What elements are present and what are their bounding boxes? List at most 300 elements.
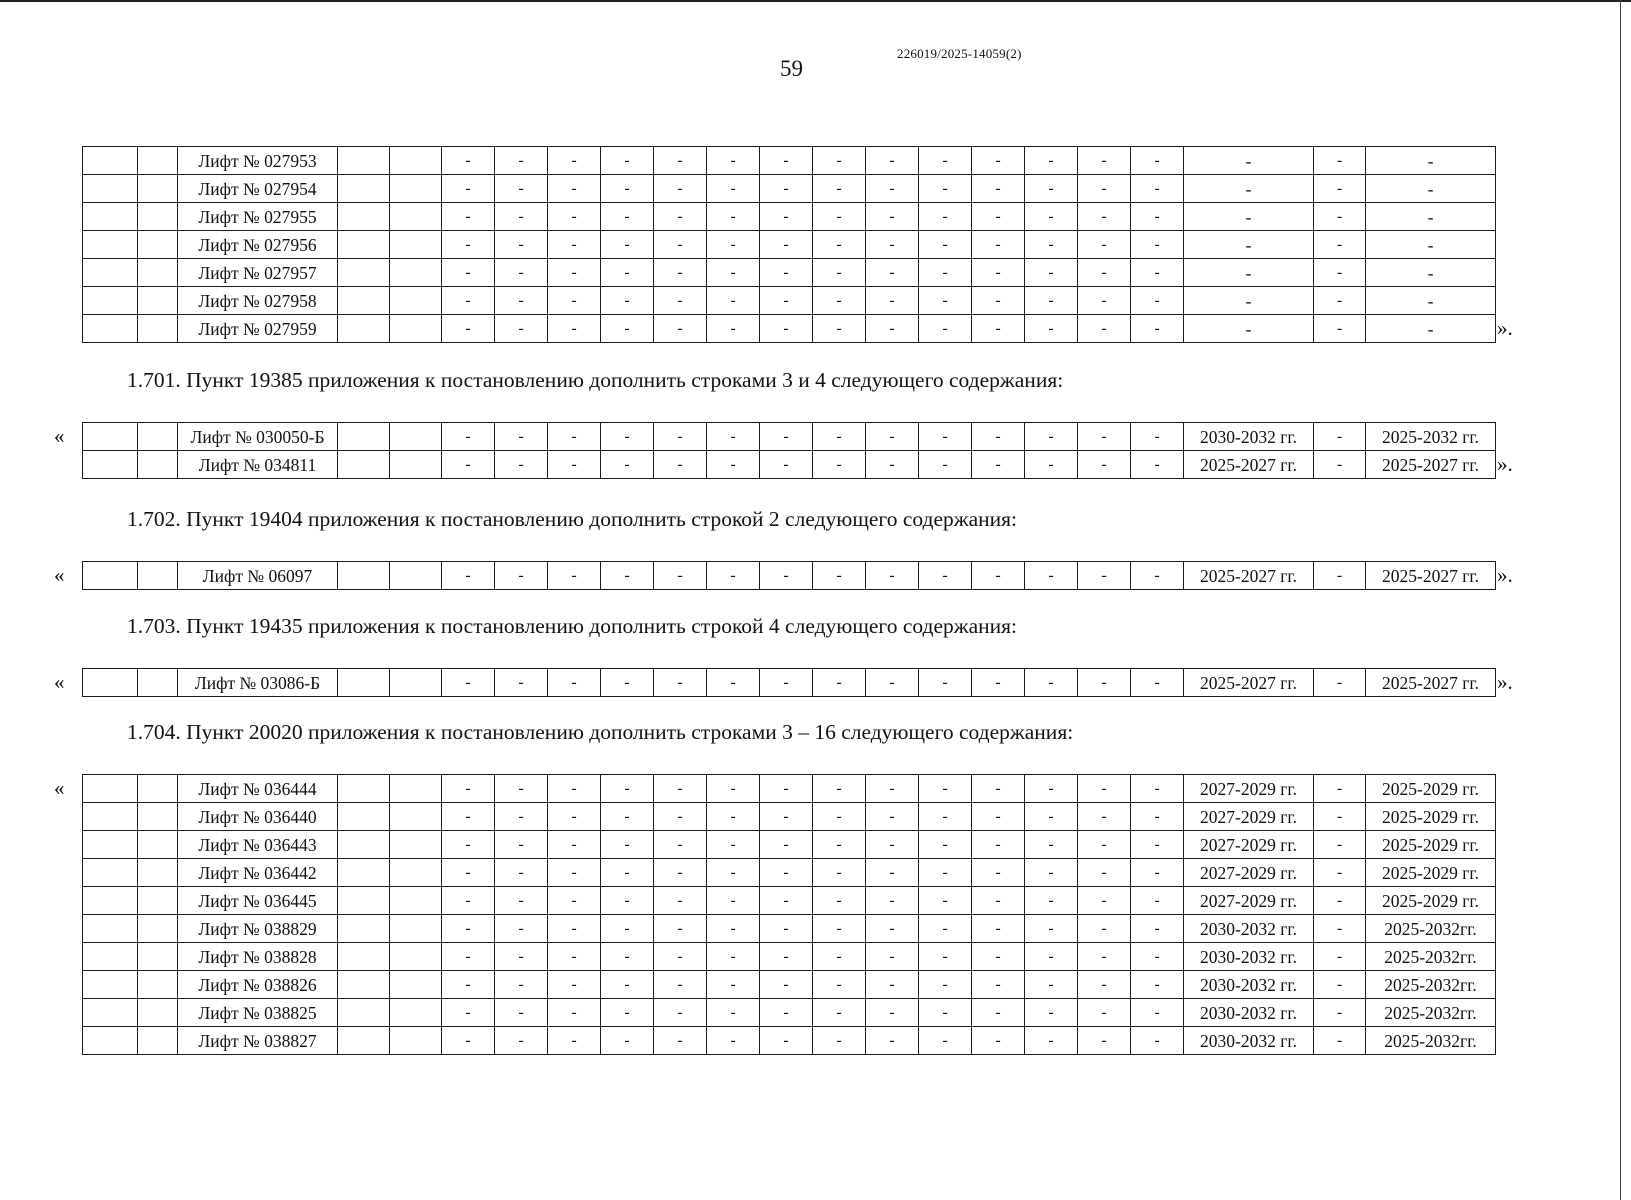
empty-cell <box>138 287 178 315</box>
dash-cell: - <box>972 775 1025 803</box>
dash-cell: - <box>1314 287 1366 315</box>
empty-cell <box>83 315 138 343</box>
dash-cell: - <box>601 775 654 803</box>
dash-cell: - <box>548 831 601 859</box>
empty-cell <box>138 231 178 259</box>
dash-cell: - <box>707 451 760 479</box>
dash-cell: - <box>495 175 548 203</box>
empty-cell <box>390 287 442 315</box>
dash-cell: - <box>972 859 1025 887</box>
dash-cell: - <box>442 562 495 590</box>
period-total-cell: 2025-2029 гг. <box>1366 775 1496 803</box>
dash-cell: - <box>760 423 813 451</box>
dash-cell: - <box>654 147 707 175</box>
empty-cell <box>83 775 138 803</box>
dash-cell: - <box>442 287 495 315</box>
dash-cell: - <box>866 943 919 971</box>
dash-cell: - <box>972 999 1025 1027</box>
dash-cell: - <box>760 915 813 943</box>
dash-cell: - <box>707 147 760 175</box>
elevator-name-cell: Лифт № 027954 <box>178 175 338 203</box>
empty-cell <box>338 887 390 915</box>
dash-cell: - <box>760 803 813 831</box>
elevator-name-cell: Лифт № 027959 <box>178 315 338 343</box>
period-total-cell: 2025-2032гг. <box>1366 971 1496 999</box>
dash-cell: - <box>919 315 972 343</box>
opening-quote: « <box>54 776 65 800</box>
period-total-cell: 2025-2027 гг. <box>1366 451 1496 479</box>
elevator-name-cell: Лифт № 036440 <box>178 803 338 831</box>
dash-cell: - <box>1078 775 1131 803</box>
dash-cell: - <box>707 669 760 697</box>
table-row <box>83 831 1496 859</box>
dash-cell: - <box>813 451 866 479</box>
period-cell: - <box>1184 259 1314 287</box>
amendment-paragraph: 1.701. Пункт 19385 приложения к постановлению дополнить строками 3 и 4 следующего содержания: <box>127 368 1064 392</box>
dash-cell: - <box>1131 669 1184 697</box>
dash-cell: - <box>813 971 866 999</box>
dash-cell: - <box>1131 175 1184 203</box>
dash-cell: - <box>442 831 495 859</box>
dash-cell: - <box>972 231 1025 259</box>
dash-cell: - <box>972 669 1025 697</box>
elevator-table <box>82 422 1496 479</box>
dash-cell: - <box>548 887 601 915</box>
dash-cell: - <box>654 259 707 287</box>
dash-cell: - <box>813 147 866 175</box>
table-row <box>83 315 1496 343</box>
empty-cell <box>390 423 442 451</box>
dash-cell: - <box>1078 287 1131 315</box>
period-cell: 2030-2032 гг. <box>1184 999 1314 1027</box>
empty-cell <box>83 999 138 1027</box>
table-row <box>83 669 1496 697</box>
period-total-cell: - <box>1366 287 1496 315</box>
period-cell: 2025-2027 гг. <box>1184 451 1314 479</box>
table-row <box>83 423 1496 451</box>
dash-cell: - <box>1078 451 1131 479</box>
dash-cell: - <box>495 1027 548 1055</box>
dash-cell: - <box>1078 259 1131 287</box>
period-total-cell: 2025-2027 гг. <box>1366 669 1496 697</box>
empty-cell <box>390 831 442 859</box>
dash-cell: - <box>495 203 548 231</box>
empty-cell <box>138 259 178 287</box>
dash-cell: - <box>1078 943 1131 971</box>
empty-cell <box>83 175 138 203</box>
dash-cell: - <box>1078 803 1131 831</box>
empty-cell <box>338 315 390 343</box>
empty-cell <box>83 803 138 831</box>
dash-cell: - <box>548 315 601 343</box>
empty-cell <box>338 775 390 803</box>
dash-cell: - <box>1025 1027 1078 1055</box>
dash-cell: - <box>919 203 972 231</box>
period-cell: 2025-2027 гг. <box>1184 669 1314 697</box>
table-row <box>83 887 1496 915</box>
empty-cell <box>390 669 442 697</box>
dash-cell: - <box>707 175 760 203</box>
dash-cell: - <box>813 669 866 697</box>
dash-cell: - <box>442 147 495 175</box>
dash-cell: - <box>495 831 548 859</box>
dash-cell: - <box>1314 175 1366 203</box>
empty-cell <box>390 147 442 175</box>
elevator-table <box>82 774 1496 1055</box>
table-row <box>83 147 1496 175</box>
dash-cell: - <box>1314 971 1366 999</box>
dash-cell: - <box>654 287 707 315</box>
elevator-name-cell: Лифт № 027956 <box>178 231 338 259</box>
dash-cell: - <box>1131 203 1184 231</box>
closing-quote: ». <box>1497 452 1513 476</box>
dash-cell: - <box>972 803 1025 831</box>
period-cell: 2027-2029 гг. <box>1184 887 1314 915</box>
dash-cell: - <box>601 231 654 259</box>
dash-cell: - <box>548 999 601 1027</box>
empty-cell <box>138 999 178 1027</box>
dash-cell: - <box>1314 803 1366 831</box>
dash-cell: - <box>548 669 601 697</box>
dash-cell: - <box>760 669 813 697</box>
dash-cell: - <box>972 203 1025 231</box>
dash-cell: - <box>866 423 919 451</box>
dash-cell: - <box>1078 562 1131 590</box>
dash-cell: - <box>654 1027 707 1055</box>
dash-cell: - <box>442 315 495 343</box>
empty-cell <box>390 203 442 231</box>
dash-cell: - <box>919 775 972 803</box>
dash-cell: - <box>601 803 654 831</box>
dash-cell: - <box>1025 915 1078 943</box>
dash-cell: - <box>760 887 813 915</box>
dash-cell: - <box>1025 775 1078 803</box>
period-total-cell: 2025-2032 гг. <box>1366 423 1496 451</box>
dash-cell: - <box>1025 562 1078 590</box>
dash-cell: - <box>1025 147 1078 175</box>
period-cell: - <box>1184 175 1314 203</box>
dash-cell: - <box>813 562 866 590</box>
dash-cell: - <box>813 803 866 831</box>
dash-cell: - <box>495 287 548 315</box>
dash-cell: - <box>601 562 654 590</box>
dash-cell: - <box>1025 315 1078 343</box>
dash-cell: - <box>1078 203 1131 231</box>
empty-cell <box>83 451 138 479</box>
dash-cell: - <box>707 999 760 1027</box>
dash-cell: - <box>972 562 1025 590</box>
dash-cell: - <box>654 451 707 479</box>
dash-cell: - <box>1025 287 1078 315</box>
dash-cell: - <box>654 971 707 999</box>
dash-cell: - <box>866 775 919 803</box>
dash-cell: - <box>1314 887 1366 915</box>
dash-cell: - <box>866 315 919 343</box>
dash-cell: - <box>1131 562 1184 590</box>
dash-cell: - <box>548 175 601 203</box>
dash-cell: - <box>919 943 972 971</box>
dash-cell: - <box>919 231 972 259</box>
dash-cell: - <box>1025 971 1078 999</box>
dash-cell: - <box>654 831 707 859</box>
table-row <box>83 175 1496 203</box>
dash-cell: - <box>654 423 707 451</box>
empty-cell <box>390 915 442 943</box>
dash-cell: - <box>654 943 707 971</box>
dash-cell: - <box>1131 859 1184 887</box>
dash-cell: - <box>707 231 760 259</box>
dash-cell: - <box>866 831 919 859</box>
dash-cell: - <box>866 147 919 175</box>
empty-cell <box>390 859 442 887</box>
dash-cell: - <box>495 669 548 697</box>
empty-cell <box>390 775 442 803</box>
empty-cell <box>138 915 178 943</box>
dash-cell: - <box>972 175 1025 203</box>
dash-cell: - <box>1078 669 1131 697</box>
dash-cell: - <box>760 775 813 803</box>
empty-cell <box>390 259 442 287</box>
dash-cell: - <box>760 999 813 1027</box>
dash-cell: - <box>919 999 972 1027</box>
elevator-table <box>82 146 1496 343</box>
dash-cell: - <box>1131 315 1184 343</box>
empty-cell <box>338 971 390 999</box>
dash-cell: - <box>495 451 548 479</box>
dash-cell: - <box>1078 231 1131 259</box>
dash-cell: - <box>1131 915 1184 943</box>
dash-cell: - <box>1131 259 1184 287</box>
dash-cell: - <box>813 943 866 971</box>
opening-quote: « <box>54 424 65 448</box>
dash-cell: - <box>495 423 548 451</box>
dash-cell: - <box>495 859 548 887</box>
dash-cell: - <box>495 887 548 915</box>
period-total-cell: - <box>1366 231 1496 259</box>
amendment-paragraph: 1.703. Пункт 19435 приложения к постановлению дополнить строкой 4 следующего содержания: <box>127 614 1018 638</box>
dash-cell: - <box>813 259 866 287</box>
dash-cell: - <box>813 175 866 203</box>
empty-cell <box>138 1027 178 1055</box>
dash-cell: - <box>972 259 1025 287</box>
dash-cell: - <box>442 915 495 943</box>
dash-cell: - <box>813 915 866 943</box>
dash-cell: - <box>601 203 654 231</box>
closing-quote: ». <box>1497 563 1513 587</box>
elevator-name-cell: Лифт № 027953 <box>178 147 338 175</box>
dash-cell: - <box>1025 831 1078 859</box>
dash-cell: - <box>601 451 654 479</box>
dash-cell: - <box>866 859 919 887</box>
period-total-cell: 2025-2029 гг. <box>1366 831 1496 859</box>
dash-cell: - <box>972 915 1025 943</box>
dash-cell: - <box>1025 259 1078 287</box>
dash-cell: - <box>1131 943 1184 971</box>
dash-cell: - <box>442 943 495 971</box>
elevator-name-cell: Лифт № 036442 <box>178 859 338 887</box>
dash-cell: - <box>707 562 760 590</box>
dash-cell: - <box>1025 175 1078 203</box>
dash-cell: - <box>972 1027 1025 1055</box>
empty-cell <box>338 943 390 971</box>
empty-cell <box>390 943 442 971</box>
opening-quote: « <box>54 670 65 694</box>
elevator-name-cell: Лифт № 06097 <box>178 562 338 590</box>
dash-cell: - <box>654 803 707 831</box>
dash-cell: - <box>601 175 654 203</box>
dash-cell: - <box>601 915 654 943</box>
dash-cell: - <box>813 999 866 1027</box>
dash-cell: - <box>760 203 813 231</box>
dash-cell: - <box>813 831 866 859</box>
elevator-name-cell: Лифт № 036445 <box>178 887 338 915</box>
amendment-paragraph: 1.702. Пункт 19404 приложения к постановлению дополнить строкой 2 следующего содержания: <box>127 507 1018 531</box>
dash-cell: - <box>813 859 866 887</box>
empty-cell <box>138 203 178 231</box>
dash-cell: - <box>919 859 972 887</box>
dash-cell: - <box>495 943 548 971</box>
empty-cell <box>338 1027 390 1055</box>
dash-cell: - <box>972 287 1025 315</box>
dash-cell: - <box>1025 451 1078 479</box>
empty-cell <box>83 203 138 231</box>
dash-cell: - <box>1131 451 1184 479</box>
dash-cell: - <box>548 859 601 887</box>
dash-cell: - <box>1314 423 1366 451</box>
dash-cell: - <box>866 451 919 479</box>
dash-cell: - <box>442 803 495 831</box>
dash-cell: - <box>654 562 707 590</box>
dash-cell: - <box>548 1027 601 1055</box>
dash-cell: - <box>760 831 813 859</box>
table-row <box>83 1027 1496 1055</box>
empty-cell <box>138 803 178 831</box>
dash-cell: - <box>1078 1027 1131 1055</box>
empty-cell <box>138 859 178 887</box>
period-total-cell: 2025-2032гг. <box>1366 943 1496 971</box>
empty-cell <box>83 259 138 287</box>
empty-cell <box>390 562 442 590</box>
dash-cell: - <box>1131 887 1184 915</box>
dash-cell: - <box>548 803 601 831</box>
dash-cell: - <box>760 147 813 175</box>
dash-cell: - <box>919 287 972 315</box>
dash-cell: - <box>548 259 601 287</box>
dash-cell: - <box>707 423 760 451</box>
dash-cell: - <box>442 259 495 287</box>
dash-cell: - <box>1131 147 1184 175</box>
dash-cell: - <box>1078 315 1131 343</box>
dash-cell: - <box>442 175 495 203</box>
table-row <box>83 943 1496 971</box>
dash-cell: - <box>1078 999 1131 1027</box>
dash-cell: - <box>654 887 707 915</box>
period-total-cell: 2025-2029 гг. <box>1366 803 1496 831</box>
dash-cell: - <box>919 147 972 175</box>
period-cell: 2025-2027 гг. <box>1184 562 1314 590</box>
empty-cell <box>338 231 390 259</box>
dash-cell: - <box>760 451 813 479</box>
dash-cell: - <box>442 971 495 999</box>
dash-cell: - <box>601 423 654 451</box>
period-total-cell: 2025-2027 гг. <box>1366 562 1496 590</box>
dash-cell: - <box>1131 287 1184 315</box>
empty-cell <box>390 971 442 999</box>
dash-cell: - <box>1025 803 1078 831</box>
dash-cell: - <box>654 231 707 259</box>
dash-cell: - <box>442 669 495 697</box>
dash-cell: - <box>1131 231 1184 259</box>
empty-cell <box>83 287 138 315</box>
table-row <box>83 259 1496 287</box>
elevator-name-cell: Лифт № 038826 <box>178 971 338 999</box>
dash-cell: - <box>1025 231 1078 259</box>
dash-cell: - <box>919 887 972 915</box>
dash-cell: - <box>601 287 654 315</box>
empty-cell <box>338 287 390 315</box>
period-cell: 2027-2029 гг. <box>1184 859 1314 887</box>
period-total-cell: 2025-2029 гг. <box>1366 887 1496 915</box>
dash-cell: - <box>760 943 813 971</box>
page-right-edge <box>1620 0 1621 1200</box>
dash-cell: - <box>1025 669 1078 697</box>
dash-cell: - <box>495 775 548 803</box>
empty-cell <box>138 887 178 915</box>
period-total-cell: - <box>1366 203 1496 231</box>
dash-cell: - <box>548 287 601 315</box>
dash-cell: - <box>707 315 760 343</box>
empty-cell <box>338 562 390 590</box>
dash-cell: - <box>495 999 548 1027</box>
dash-cell: - <box>866 915 919 943</box>
dash-cell: - <box>707 887 760 915</box>
dash-cell: - <box>919 562 972 590</box>
dash-cell: - <box>866 999 919 1027</box>
dash-cell: - <box>1078 147 1131 175</box>
period-total-cell: - <box>1366 175 1496 203</box>
dash-cell: - <box>813 1027 866 1055</box>
dash-cell: - <box>1314 831 1366 859</box>
empty-cell <box>390 231 442 259</box>
dash-cell: - <box>1131 803 1184 831</box>
elevator-name-cell: Лифт № 038828 <box>178 943 338 971</box>
dash-cell: - <box>707 971 760 999</box>
empty-cell <box>83 562 138 590</box>
dash-cell: - <box>548 915 601 943</box>
dash-cell: - <box>1314 999 1366 1027</box>
dash-cell: - <box>707 943 760 971</box>
dash-cell: - <box>707 915 760 943</box>
dash-cell: - <box>548 231 601 259</box>
dash-cell: - <box>601 1027 654 1055</box>
dash-cell: - <box>760 315 813 343</box>
dash-cell: - <box>495 562 548 590</box>
dash-cell: - <box>1314 915 1366 943</box>
table-row <box>83 971 1496 999</box>
empty-cell <box>390 315 442 343</box>
dash-cell: - <box>654 775 707 803</box>
dash-cell: - <box>495 231 548 259</box>
empty-cell <box>338 669 390 697</box>
dash-cell: - <box>919 915 972 943</box>
dash-cell: - <box>601 259 654 287</box>
dash-cell: - <box>866 971 919 999</box>
dash-cell: - <box>1131 831 1184 859</box>
elevator-name-cell: Лифт № 038827 <box>178 1027 338 1055</box>
table-row <box>83 562 1496 590</box>
empty-cell <box>138 831 178 859</box>
elevator-name-cell: Лифт № 036443 <box>178 831 338 859</box>
